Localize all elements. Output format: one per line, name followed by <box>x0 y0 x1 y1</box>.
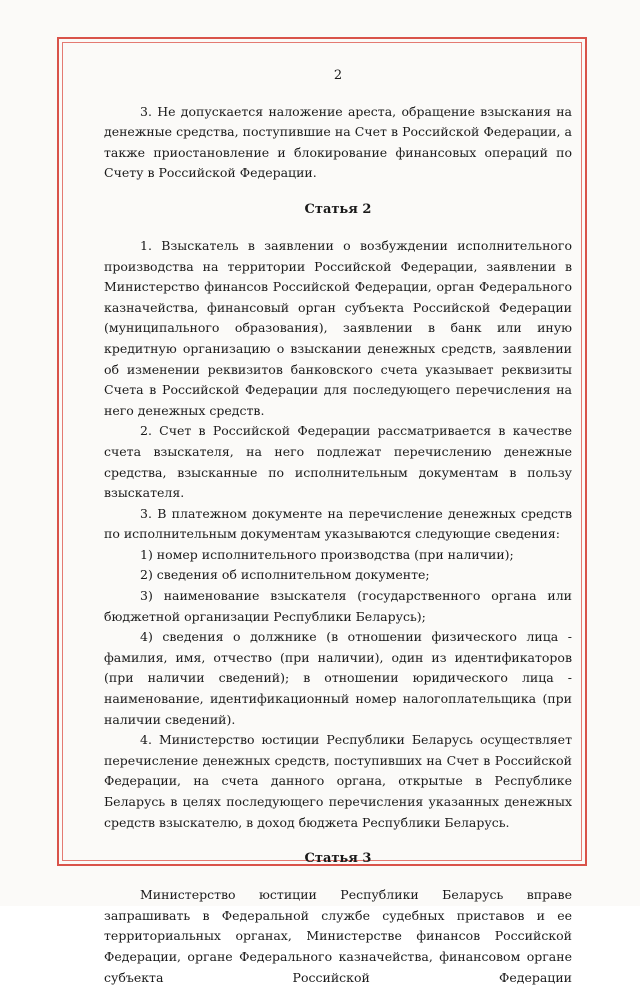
heading-article-3: Статья 3 <box>304 851 372 867</box>
document-body <box>104 66 572 988</box>
paragraph-art3: Министерство юстиции Республики Беларусь вправе запрашивать в Федеральной службе судебных приставов и ее территориальных органах, Министерстве финансов Российской Федерации, органе Федерального казначейства, финансовом органе субъекта Российской Федерации <box>104 887 572 985</box>
paragraph-art2-item1: 1. Взыскатель в заявлении о возбуждении исполнительного производства на территории Российской Федерации, заявлении в Министерство финансов Российской Федерации, орган Федерального казначейства, финансовый орган субъекта Российской Федерации (муниципального образования), заявлении в банк или иную кредитную организацию о взыскании денежных средств, заявлении об изменении реквизитов банковского счета указывает реквизиты Счета в Российской Федерации для последующего перечисления на него денежных средств. <box>104 237 572 418</box>
heading-article-2: Статья 2 <box>304 201 372 217</box>
paragraph-art2-item3: 3. В платежном документе на перечисление денежных средств по исполнительным документам указываются следующие сведения: <box>104 505 572 542</box>
paragraph-art2-subitem4: 4) сведения о должнике (в отношении физического лица - фамилия, имя, отчество (при наличии), один из идентификаторов (при наличии сведений); в отношении юридического лица - наименование, идентификационный номер налогоплательщика (при наличии сведений). <box>104 629 572 727</box>
paragraph-art2-subitem1: 1) номер исполнительного производства (при наличии); <box>140 546 514 562</box>
page-number: 2 <box>333 68 343 83</box>
paragraph-art2-item4: 4. Министерство юстиции Республики Беларусь осуществляет перечисление денежных средств, поступивших на Счет в Российской Федерации, на счета данного органа, открытые в Республике Беларусь в целях последующего перечисления указанных денежных средств взыскателю, в доход бюджета Республики Беларусь. <box>104 732 572 830</box>
paragraph-art2-subitem3: 3) наименование взыскателя (государственного органа или бюджетной организации Республики Беларусь); <box>104 588 572 624</box>
paragraph-art2-subitem2: 2) сведения об исполнительном документе; <box>140 567 430 583</box>
paragraph-art2-item2: 2. Счет в Российской Федерации рассматривается в качестве счета взыскателя, на него подлежат перечислению денежные средства, взысканные по исполнительным документам в пользу взыскателя. <box>104 423 572 501</box>
paragraph-art1-item3: 3. Не допускается наложение ареста, обращение взыскания на денежные средства, поступившие на Счет в Российской Федерации, а также приостановление и блокирование финансовых операций по Счету в Российской Федерации. <box>104 103 572 181</box>
